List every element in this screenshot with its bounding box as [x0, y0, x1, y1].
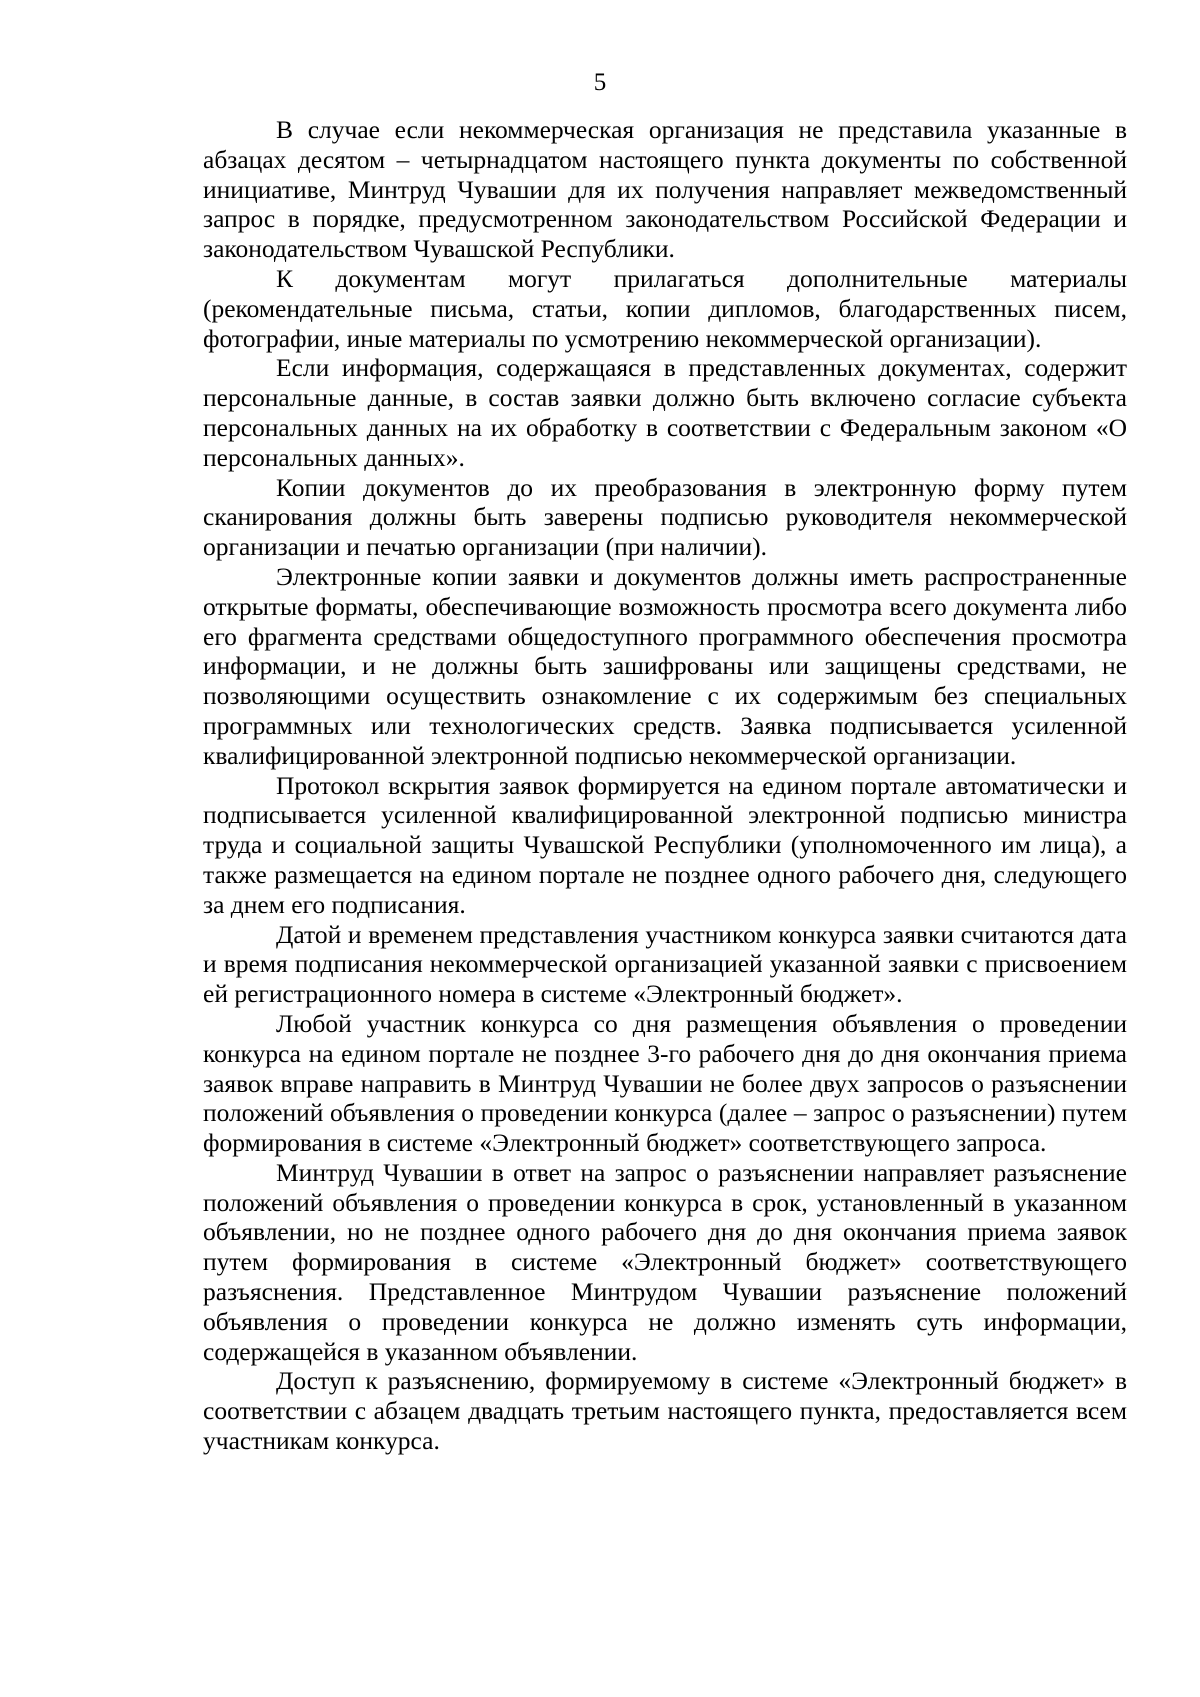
paragraph-10: Доступ к разъяснению, формируемому в системе «Электронный бюджет» в соответствии с абзацем двадцать третьим настоящего пункта, предоставляется всем участникам конкурса.: [203, 1366, 1127, 1456]
paragraph-8: Любой участник конкурса со дня размещения объявления о проведении конкурса на едином портале не позднее 3-го рабочего дня до дня окончания приема заявок вправе направить в Минтруд Чувашии не более двух запросов о разъяснении положений объявления о проведении конкурса (далее – запрос о разъяснении) путем формирования в системе «Электронный бюджет» соответствующего запроса.: [203, 1008, 1127, 1158]
paragraph-3: Если информация, содержащаяся в представленных документах, содержит персональные данные, в состав заявки должно быть включено согласие субъекта персональных данных на их обработку в соответствии с Федеральным законом «О персональных данных».: [203, 353, 1127, 472]
paragraph-7: Датой и временем представления участником конкурса заявки считаются дата и время подписания некоммерческой организацией указанной заявки с присвоением ей регистрационного номера в системе «Электронный бюджет».: [203, 919, 1127, 1009]
paragraph-6: Протокол вскрытия заявок формируется на едином портале автоматически и подписывается усиленной квалифицированной электронной подписью министра труда и социальной защиты Чувашской Республики (уполномоченного им лица), а также размещается на едином портале не позднее одного рабочего дня, следующего за днем его подписания.: [203, 770, 1127, 919]
paragraph-1: В случае если некоммерческая организация не представила указанные в абзацах десятом – четырнадцатом настоящего пункта документы по собственной инициативе, Минтруд Чувашии для их получения направляет межведомственный запрос в порядке, предусмотренном законодательством Российской Федерации и законодательством Чувашской Республики.: [203, 115, 1127, 264]
paragraph-4: Копии документов до их преобразования в электронную форму путем сканирования должны быть заверены подписью руководителя некоммерческой организации и печатью организации (при наличии).: [203, 472, 1127, 562]
page-number: 5: [593, 69, 607, 96]
document-body: [203, 115, 1127, 1456]
paragraph-9: Минтруд Чувашии в ответ на запрос о разъяснении направляет разъяснение положений объявления о проведении конкурса в срок, установленный в указанном объявлении, но не позднее одного рабочего дня до дня окончания приема заявок путем формирования в системе «Электронный бюджет» соответствующего разъяснения. Представленное Минтрудом Чувашии разъяснение положений объявления о проведении конкурса не должно изменять суть информации, содержащейся в указанном объявлении.: [203, 1157, 1127, 1366]
paragraph-5: Электронные копии заявки и документов должны иметь распространенные открытые форматы, обеспечивающие возможность просмотра всего документа либо его фрагмента средствами общедоступного программного обеспечения просмотра информации, и не должны быть зашифрованы или защищены средствами, не позволяющими осуществить ознакомление с их содержимым без специальных программных или технологических средств. Заявка подписывается усиленной квалифицированной электронной подписью некоммерческой организации.: [203, 561, 1127, 770]
paragraph-2: К документам могут прилагаться дополнительные материалы (рекомендательные письма, статьи, копии дипломов, благодарственных писем, фотографии, иные материалы по усмотрению некоммерческой организации).: [203, 263, 1127, 353]
